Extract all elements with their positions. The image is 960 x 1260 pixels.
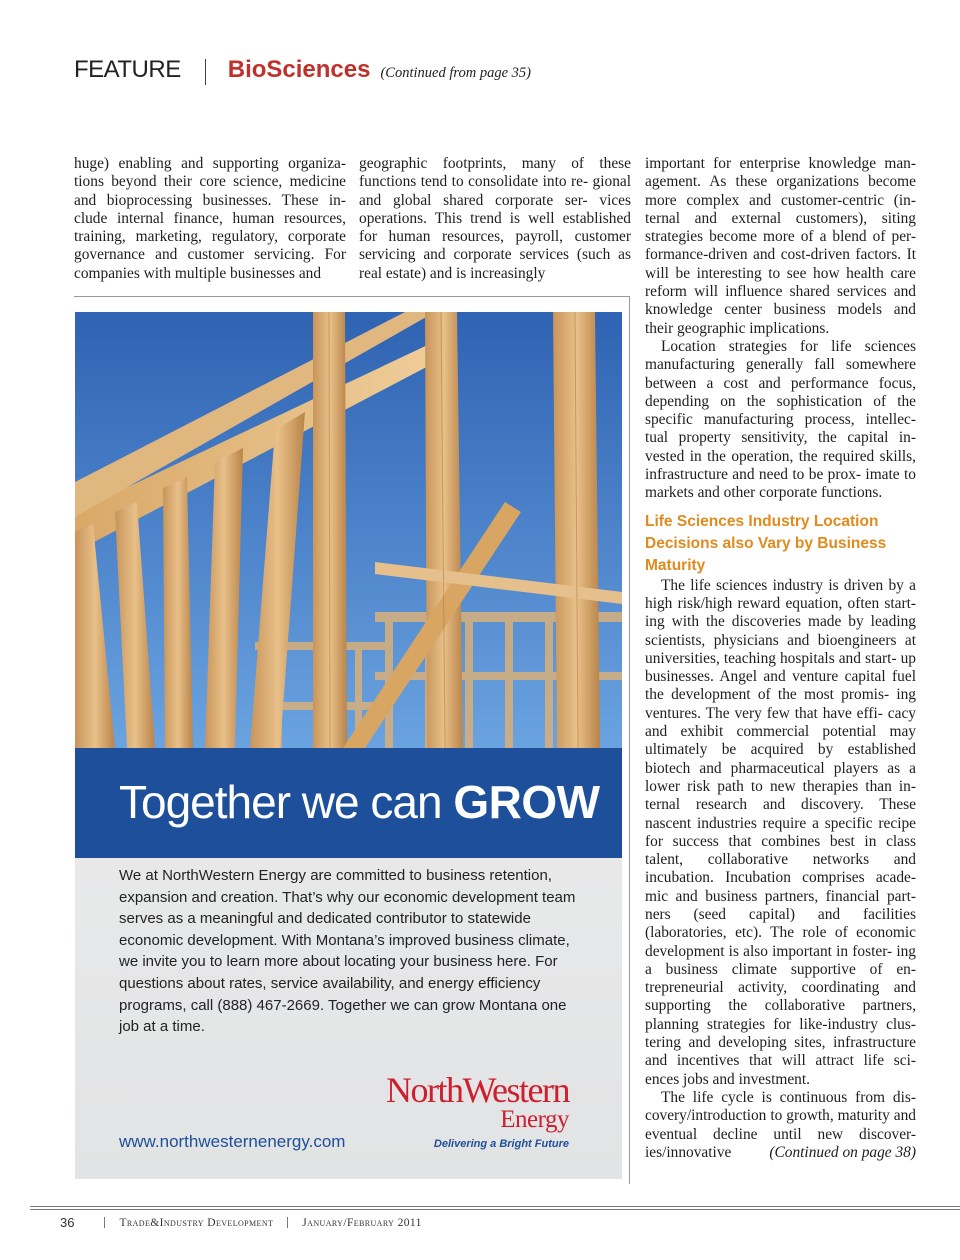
section-title: BioSciences — [227, 56, 371, 83]
ad-tagline-bold: GROW — [453, 776, 600, 828]
col3-paragraph-2: Location strategies for life sciences manufacturing generally fall somewhere between a cost and performance focus, depending on the sophistication of the specific manufacturing process, intellec- tual property sensitivity, the capital in- vested in the operation, the required skills, infrastructure and need to be prox- imate to markets and other corporate functions. — [645, 337, 916, 502]
col3-paragraph-4-text: The life cycle is continuous from dis- covery/introduction to growth, maturity and eventual decline until new discover- ies/innovative — [645, 1088, 916, 1161]
logo-brand: NorthWestern — [385, 1070, 569, 1110]
logo-energy: Energy — [500, 1106, 569, 1133]
feature-label: FEATURE — [74, 56, 181, 83]
ad-website-link[interactable]: www.northwesternenergy.com — [119, 1132, 346, 1151]
col3-paragraph-3: The life sciences industry is driven by a high risk/high reward equation, often start- ing with the discoveries made by leading scientists, physicians and bioengineers at universities, teaching hospitals and start- up businesses. Angel and venture capital fuel the development of the most promis- ing ventures. The very few that have effi- cacy and exhibit commercial potential may ultimately be acquired by established biotech and pharmaceutical players as a lower risk path to new therapies than in- ternal research and discovery. These nascent industries require a specific recipe for success that combines best in class talent, collaborative networks and incubation. Incubation comprises acade- mic and business partners, financial part- ners (seed capital) and facilities (laboratories, etc). The role of economic development is also important in foster- ing a business climate supportive of en- trepreneurial activity, coordinating and supporting the collaborative partners, planning strategies for like-industry clus- tering and developing sites, infrastructure and incentives that will attract life sci- ences jobs and investment. — [645, 576, 916, 1088]
tagline-band — [75, 748, 622, 858]
footer-divider — [287, 1217, 288, 1228]
section-subheading: Life Sciences Industry Location Decisions also Vary by Business Maturity — [645, 512, 887, 574]
header-divider — [205, 59, 206, 85]
page-header — [74, 56, 531, 88]
article-column-1 — [74, 155, 346, 283]
col3-paragraph-1: important for enterprise knowledge man- agement. As these organizations become more complex and customer-centric (in- ternal and external customers), siting strategies become more of a blend of per- formance-driven and cost-driven factors. It will be interesting to see how health care reform will influence shared services and knowledge center business models and their geographic implications. — [645, 155, 916, 337]
footer-rule-bottom — [30, 1209, 960, 1210]
page-number: 36 — [60, 1215, 75, 1230]
article-column-2 — [359, 155, 631, 283]
col1-paragraph: huge) enabling and supporting organiza- tions beyond their core science, medicine and bioprocessing businesses. These in- clude internal finance, human resources, training, marketing, regulatory, corporate governance and customer servicing. For companies with multiple businesses and — [74, 155, 346, 282]
ad-tagline-prefix: Together we can — [119, 776, 454, 828]
article-column-3 — [645, 155, 916, 1162]
column-divider-rule — [629, 296, 630, 1184]
issue-date: January/February 2011 — [302, 1216, 422, 1229]
footer-divider — [104, 1217, 105, 1228]
ad-top-rule — [74, 296, 630, 297]
page-footer — [60, 1215, 422, 1230]
col2-paragraph: geographic footprints, many of these functions tend to consolidate into re- gional and global shared corporate ser- vices operations. This trend is well established for human resources, payroll, customer servicing and corporate services (such as real estate) and is increasingly — [359, 155, 631, 282]
continued-on-note: (Continued on page 38) — [769, 1143, 916, 1161]
footer-rule-top — [30, 1206, 960, 1207]
ad-tagline — [119, 772, 600, 832]
continued-from-note: (Continued from page 35) — [380, 65, 531, 81]
col3-paragraph-4 — [645, 1089, 916, 1162]
publication-name: Trade&Industry Development — [119, 1216, 274, 1229]
logo-slogan: Delivering a Bright Future — [433, 1138, 569, 1150]
ad-body-text: We at NorthWestern Energy are committed to business retention, expansion and creation. That’s why our economic development team serves as a meaningful and dedicated contributor to statewide economic development. With Montana’s improved business climate, we invite you to learn more about locating your business here. For questions about rates, service availability, and energy efficiency programs, call (888) 467-2669. Together we can grow Montana one job at a time. — [119, 867, 576, 1036]
wood-frame-photo — [75, 312, 622, 748]
advertisement[interactable] — [75, 312, 622, 1179]
northwestern-logo — [377, 1072, 569, 1150]
